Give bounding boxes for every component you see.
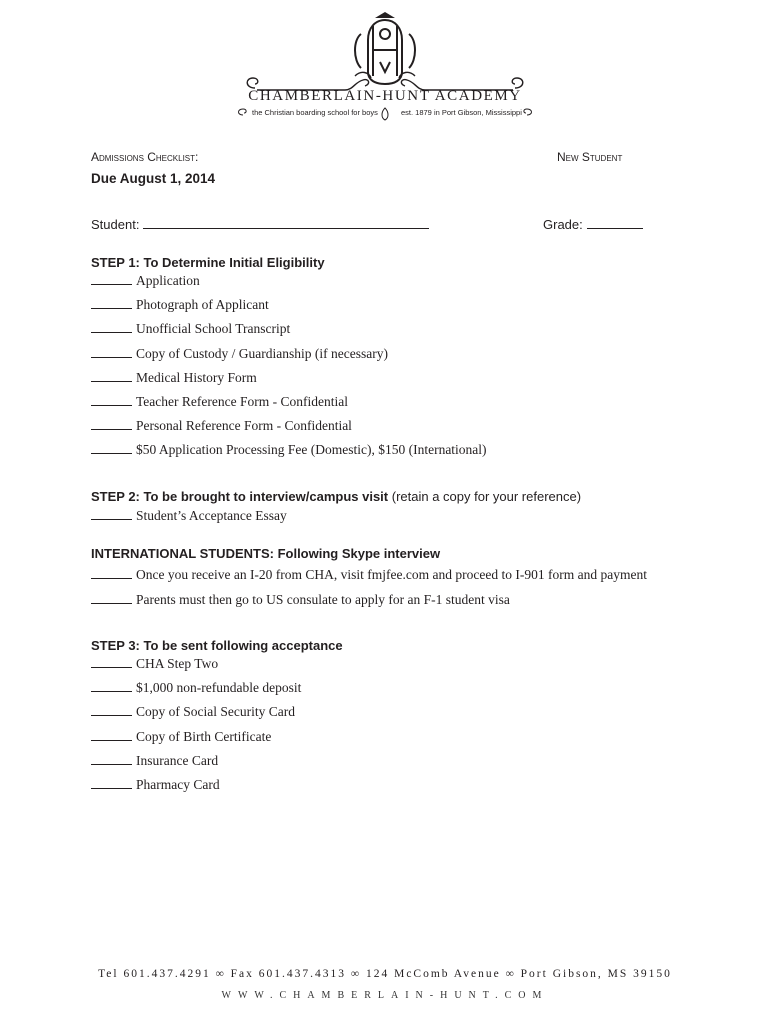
checklist-item[interactable]: Application (91, 273, 200, 289)
checklist-item[interactable]: Pharmacy Card (91, 777, 220, 793)
checkbox-line[interactable] (91, 370, 132, 382)
checklist-item[interactable]: Unofficial School Transcript (91, 321, 290, 337)
due-date: Due August 1, 2014 (91, 171, 216, 186)
academy-crest-logo (235, 12, 535, 122)
tagline-right: est. 1879 in Port Gibson, Mississippi (401, 108, 522, 117)
grade-line[interactable] (587, 216, 643, 229)
checkbox-line[interactable] (91, 704, 132, 716)
step3-heading: STEP 3: To be sent following acceptance (91, 638, 343, 653)
checkbox-line[interactable] (91, 729, 132, 741)
checkbox-line[interactable] (91, 346, 132, 358)
checklist-item[interactable]: Insurance Card (91, 753, 218, 769)
checklist-item[interactable]: $50 Application Processing Fee (Domestic), $150 (International) (91, 442, 487, 458)
grade-field[interactable] (543, 216, 643, 234)
checkbox-line[interactable] (91, 394, 132, 406)
document-title: Admissions Checklist: (91, 150, 199, 164)
checklist-item[interactable]: Copy of Custody / Guardianship (if necessary) (91, 346, 388, 362)
checkbox-line[interactable] (91, 418, 132, 430)
checklist-item[interactable]: Copy of Social Security Card (91, 704, 295, 720)
checkbox-line[interactable] (91, 753, 132, 765)
checkbox-line[interactable] (91, 321, 132, 333)
international-heading: INTERNATIONAL STUDENTS: Following Skype interview (91, 546, 441, 561)
checkbox-line[interactable] (91, 777, 132, 789)
checkbox-line[interactable] (91, 442, 132, 454)
tagline-left: the Christian boarding school for boys (252, 108, 378, 117)
checklist-item[interactable]: Personal Reference Form - Confidential (91, 418, 352, 434)
checkbox-line[interactable] (91, 297, 132, 309)
checklist-item[interactable]: Once you receive an I-20 from CHA, visit fmjfee.com and proceed to I-901 form and payment (91, 567, 647, 583)
step1-heading: STEP 1: To Determine Initial Eligibility (91, 255, 325, 270)
checklist-item[interactable]: Copy of Birth Certificate (91, 729, 271, 745)
checklist-item[interactable]: Parents must then go to US consulate to apply for an F-1 student visa (91, 592, 510, 608)
checklist-item[interactable]: Teacher Reference Form - Confidential (91, 394, 348, 410)
checklist-item[interactable]: Photograph of Applicant (91, 297, 269, 313)
checkbox-line[interactable] (91, 656, 132, 668)
academy-name: CHAMBERLAIN-HUNT ACADEMY (248, 88, 522, 104)
checkbox-line[interactable] (91, 273, 132, 285)
step2-heading: STEP 2: To be brought to interview/campus visit (retain a copy for your reference) (91, 489, 582, 504)
step2-note: (retain a copy for your reference) (391, 489, 582, 504)
checklist-item[interactable]: Medical History Form (91, 370, 257, 386)
checkbox-line[interactable] (91, 592, 132, 604)
student-name-line[interactable] (143, 216, 429, 229)
footer-website: WWW.CHAMBERLAIN-HUNT.COM (221, 990, 549, 1001)
checklist-item[interactable]: CHA Step Two (91, 656, 218, 672)
footer-contact: Tel 601.437.4291 ∞ Fax 601.437.4313 ∞ 124 McComb Avenue ∞ Port Gibson, MS 39150 (98, 968, 672, 980)
student-field[interactable] (91, 216, 429, 234)
checkbox-line[interactable] (91, 567, 132, 579)
tagline-row (240, 108, 540, 122)
student-label: Student: (91, 217, 140, 232)
checkbox-line[interactable] (91, 508, 132, 520)
checklist-item[interactable]: Student’s Acceptance Essay (91, 508, 287, 524)
checklist-item[interactable]: $1,000 non-refundable deposit (91, 680, 301, 696)
grade-label: Grade: (543, 217, 583, 232)
checkbox-line[interactable] (91, 680, 132, 692)
student-type-label: New Student (557, 150, 623, 164)
